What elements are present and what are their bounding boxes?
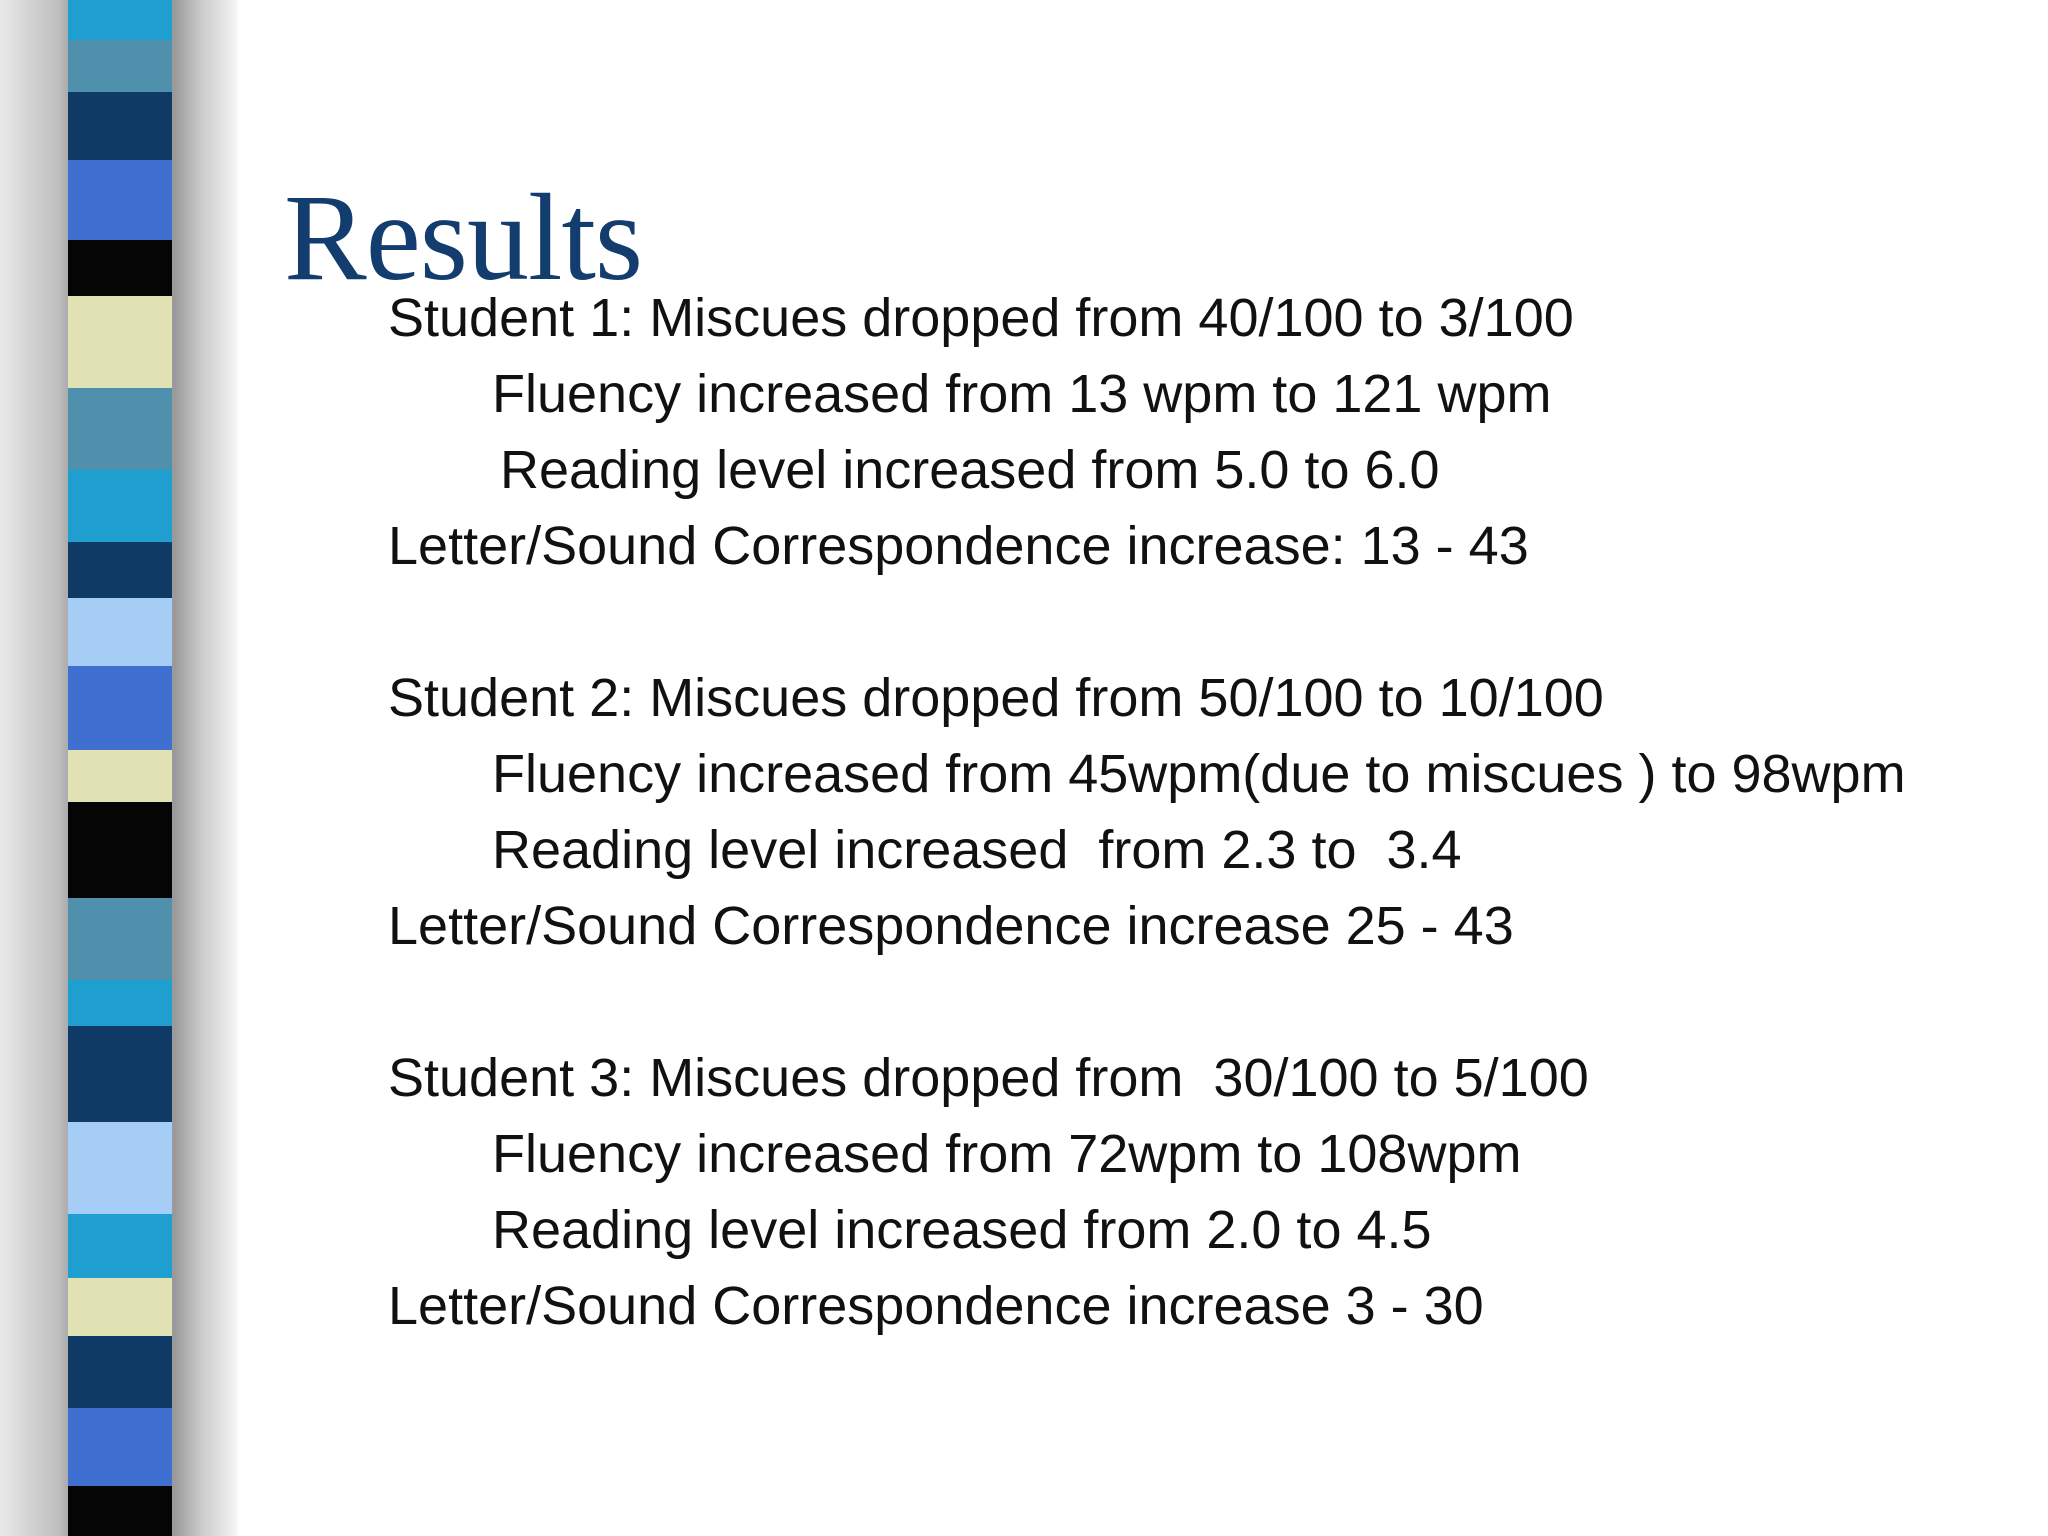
student-2-letter-sound: Letter/Sound Correspondence increase 25 - 43	[388, 896, 1514, 956]
student-3-miscues: Student 3: Miscues dropped from 30/100 to 5/100	[388, 1048, 1589, 1108]
student-1-fluency: Fluency increased from 13 wpm to 121 wpm	[492, 364, 1552, 424]
slide-title: Results	[284, 169, 643, 306]
student-3-fluency: Fluency increased from 72wpm to 108wpm	[492, 1124, 1522, 1184]
student-1-reading-level: Reading level increased from 5.0 to 6.0	[500, 440, 1440, 500]
student-1-letter-sound: Letter/Sound Correspondence increase: 13 - 43	[388, 516, 1529, 576]
student-2-reading-level: Reading level increased from 2.3 to 3.4	[492, 820, 1462, 880]
student-2-fluency: Fluency increased from 45wpm(due to miscues ) to 98wpm	[492, 744, 1906, 804]
student-2-miscues: Student 2: Miscues dropped from 50/100 to 10/100	[388, 668, 1604, 728]
student-1-miscues: Student 1: Miscues dropped from 40/100 to 3/100	[388, 288, 1574, 348]
student-3-reading-level: Reading level increased from 2.0 to 4.5	[492, 1200, 1432, 1260]
student-3-letter-sound: Letter/Sound Correspondence increase 3 - 30	[388, 1276, 1484, 1336]
